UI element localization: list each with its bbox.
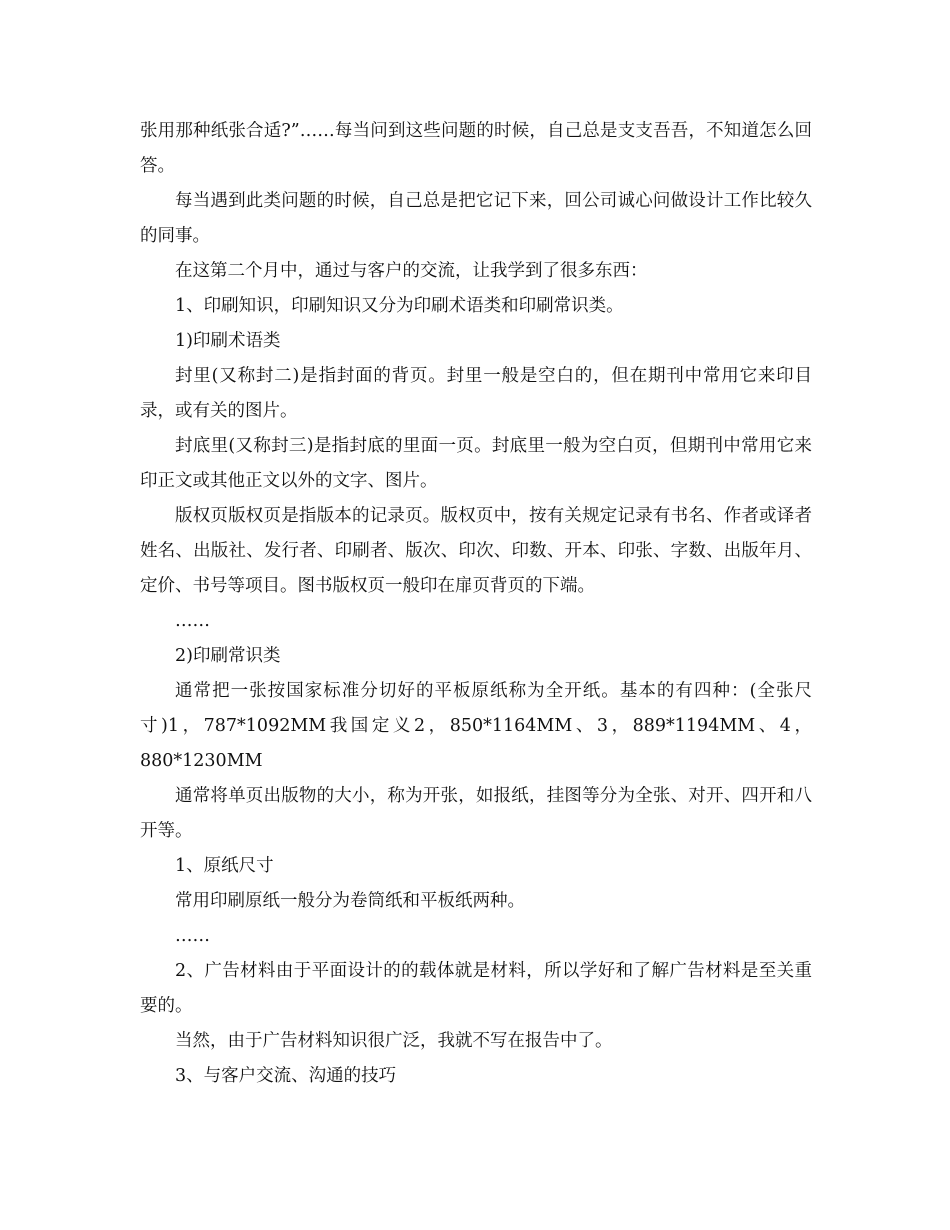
subsection-heading: 2)印刷常识类 xyxy=(175,646,281,666)
paragraph: 版权页版权页是指版本的记录页。版权页中，按有关规定记录有书名、作者或译者姓名、出版社、发行者、印刷者、版次、印次、印数、开本、印张、字数、出版年月、定价、书号等项目。图书版权页一般印在扉页背页的下端。 xyxy=(140,506,812,596)
subsection-heading: 1)印刷术语类 xyxy=(175,331,281,351)
paragraph: 通常把一张按国家标准分切好的平板原纸称为全开纸。基本的有四种：(全张尺寸)1，787*1092MM我国定义2，850*1164MM、3，889*1194MM、4，880*1230MM xyxy=(140,681,812,771)
paragraph: 张用那种纸张合适?”……每当问到这些问题的时候，自己总是支支吾吾，不知道怎么回答。 xyxy=(140,121,812,176)
section-heading: 1、印刷知识，印刷知识又分为印刷术语类和印刷常识类。 xyxy=(175,296,624,316)
paragraph: 在这第二个月中，通过与客户的交流，让我学到了很多东西： xyxy=(175,261,648,281)
paragraph: 通常将单页出版物的大小，称为开张，如报纸，挂图等分为全张、对开、四开和八开等。 xyxy=(140,786,812,841)
ellipsis-line: …… xyxy=(175,611,210,631)
section-heading: 3、与客户交流、沟通的技巧 xyxy=(175,1066,397,1086)
section-heading: 1、原纸尺寸 xyxy=(175,856,274,876)
ellipsis-line: …… xyxy=(175,926,210,946)
paragraph: 当然，由于广告材料知识很广泛，我就不写在报告中了。 xyxy=(175,1031,613,1051)
paragraph: 封里(又称封二)是指封面的背页。封里一般是空白的，但在期刊中常用它来印目录，或有关的图片。 xyxy=(140,366,812,421)
paragraph: 每当遇到此类问题的时候，自己总是把它记下来，回公司诚心问做设计工作比较久的同事。 xyxy=(140,191,812,246)
section-heading: 2、广告材料由于平面设计的的载体就是材料，所以学好和了解广告材料是至关重要的。 xyxy=(140,961,812,1016)
paragraph: 封底里(又称封三)是指封底的里面一页。封底里一般为空白页，但期刊中常用它来印正文或其他正文以外的文字、图片。 xyxy=(140,436,812,491)
paragraph: 常用印刷原纸一般分为卷筒纸和平板纸两种。 xyxy=(175,891,525,911)
document-page xyxy=(140,114,812,1094)
